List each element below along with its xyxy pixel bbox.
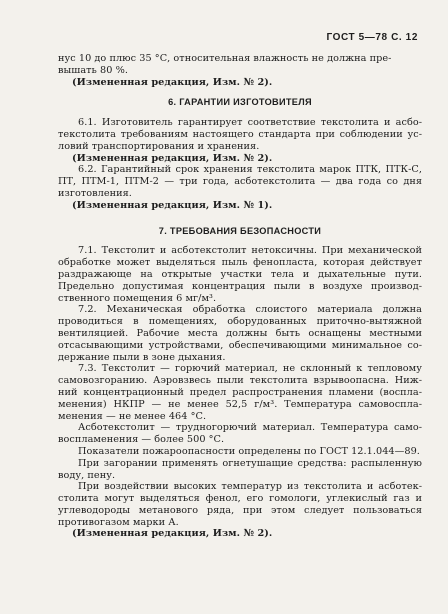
clause-6-1: 6.1. Изготовитель гарантирует соответствие текстолита и асботекстолита требованиям настоящего стандарта при соблюдении условий транспортирования и хранения. [58, 117, 422, 152]
continued-paragraph [58, 53, 422, 77]
paragraph-fire-hazard: Показатели пожароопасности определены по ГОСТ 12.1.044—89. [78, 445, 420, 457]
clause-7-1: 7.1. Текстолит и асботекстолит нетоксичны. При механической обработке может выделяться пыль фенопласта, которая действует раздражающе на открытые участки тела и дыхательные пути. Предельно допустимая концентрация пыли в воздухе производственного помещения 6 мг/м³. [58, 245, 422, 304]
amendment-note: (Измененная редакция, Изм. № 1). [72, 199, 273, 211]
running-header: ГОСТ 5—78 С. 12 [326, 32, 418, 43]
amendment-note: (Измененная редакция, Изм. № 2). [72, 528, 273, 540]
paragraph-high-temperature: При воздействии высоких температур из текстолита и асботекстолита могут выделяться фенол, его гомологи, углекислый газ и углеводороды метанового ряда, при этом следует пользоваться противогазом марки А. [58, 481, 422, 528]
clause-7-3: 7.3. Текстолит — горючий материал, не склонный к тепловому самовозгоранию. Аэровзвесь пыли текстолита взрывоопасна. Нижний концентрационный предел распространения пламени (воспламенения) НКПР — не менее 52,5 г/м³. Температура самовоспламенения — не менее 464 °С. [58, 363, 422, 422]
paragraph-asbotextolite: Асботекстолит — трудногорючий материал. Температура самовоспламенения — более 500 °С. [58, 422, 422, 446]
page-body [58, 53, 422, 540]
continued-line-1: нус 10 до плюс 35 °С, относительная влажность не должна пре- [58, 53, 392, 64]
continued-line-2: вышать 80 %. [58, 64, 128, 76]
amendment-note: (Измененная редакция, Изм. № 2). [72, 76, 273, 88]
clause-7-2: 7.2. Механическая обработка слоистого материала должна проводиться в помещениях, оборудованных приточно-вытяжной вентиляцией. Рабочие места должны быть оснащены местными отсасывающими устройствами, обеспечивающими минимальное содержание пыли в зоне дыхания. [58, 304, 422, 363]
paragraph-extinguishing: При загорании применять огнетушащие средства: распыленную воду, пену. [58, 457, 422, 481]
clause-6-2: 6.2. Гарантийный срок хранения текстолита марок ПТК, ПТК-С, ПТ, ПТМ-1, ПТМ-2 — три года, асботекстолита — два года со дня изготовления. [58, 164, 422, 199]
section-7-heading: 7. ТРЕБОВАНИЯ БЕЗОПАСНОСТИ [158, 225, 322, 236]
section-6-heading: 6. ГАРАНТИИ ИЗГОТОВИТЕЛЯ [168, 97, 312, 108]
amendment-note: (Измененная редакция, Изм. № 2). [72, 152, 273, 164]
